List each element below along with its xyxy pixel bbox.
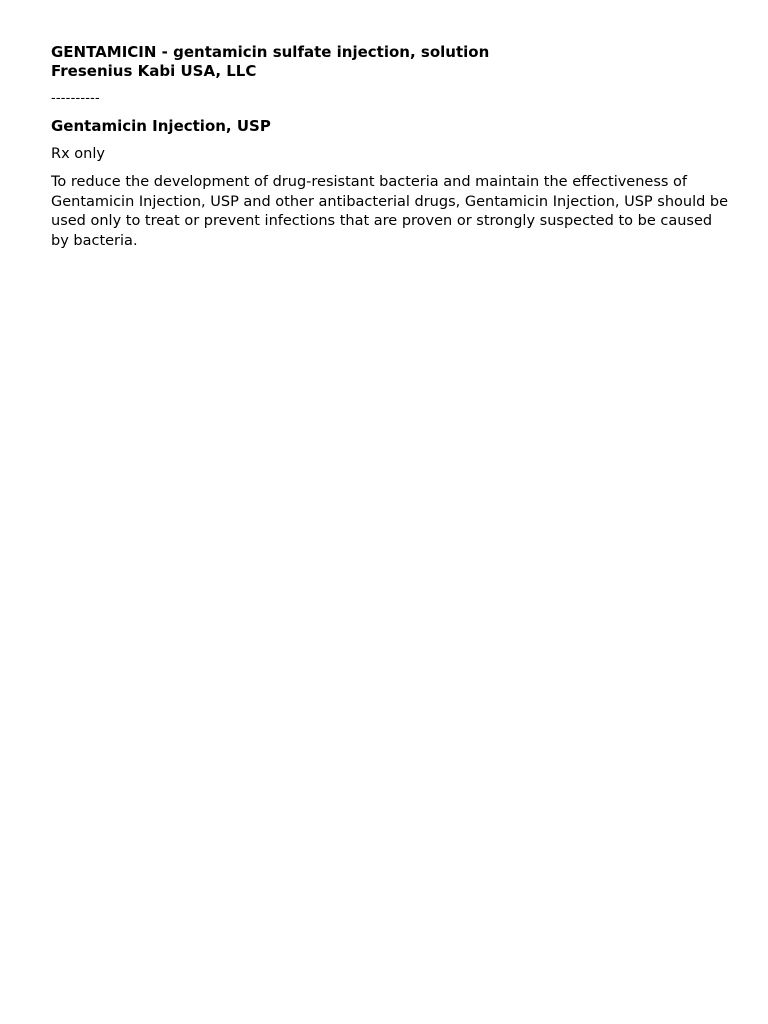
section-title: Gentamicin Injection, USP [51, 117, 271, 135]
document-page [51, 43, 731, 251]
usage-paragraph: To reduce the development of drug-resistant bacteria and maintain the effectiveness of Gentamicin Injection, USP and other antibacterial drugs, Gentamicin Injection, USP should be used only to treat or prevent infections that are proven or strongly suspected to be caused by bacteria. [51, 174, 729, 249]
document-title: GENTAMICIN - gentamicin sulfate injection, solution [51, 43, 490, 61]
rx-only-label: Rx only [51, 146, 105, 162]
manufacturer-name: Fresenius Kabi USA, LLC [51, 62, 257, 80]
section-separator: ---------- [51, 91, 100, 106]
